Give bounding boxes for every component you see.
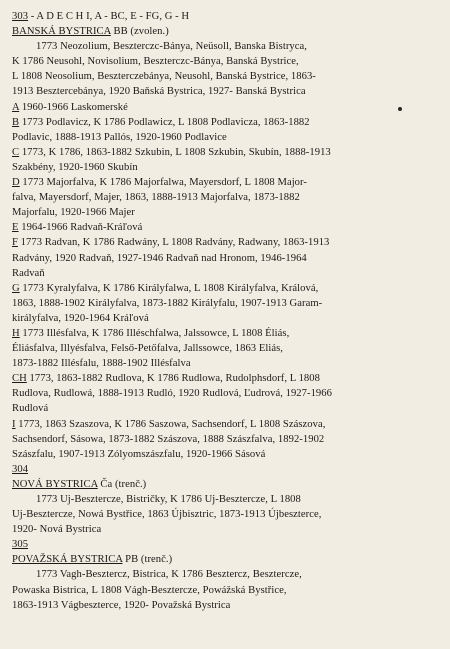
line-text: Podlavic, 1888-1913 Pallós, 1920-1960 Podlavice: [12, 131, 227, 143]
entry-letter: E: [12, 222, 19, 234]
line-text: Szászfalu, 1907-1913 Zólyomszászfalu, 1920-1966 Sásová: [12, 448, 266, 460]
text-line: [12, 583, 444, 598]
line-text: Majorfalu, 1920-1966 Majer: [12, 207, 135, 219]
line-text: 1773 Illésfalva, K 1786 Illéschfalwa, Jalssowce, L 1808 Éliás,: [19, 327, 290, 339]
line-text: L 1808 Neosolium, Beszterczebánya, Neusohl, Banská Bystrice, 1863-: [12, 71, 316, 83]
line-text: Radvány, 1920 Radvaň, 1927-1946 Radvaň nad Hronom, 1946-1964: [12, 252, 307, 264]
text-line: [12, 296, 444, 311]
line-text: 1773 Majorfalva, K 1786 Majorfalwa, Mayersdorf, L 1808 Major-: [19, 177, 307, 189]
line-text: Szakbény, 1920-1960 Skubín: [12, 161, 138, 173]
line-text: 1863-1913 Vágbeszterce, 1920- Považská Bystrica: [12, 599, 231, 611]
text-line: [12, 507, 444, 522]
text-line: [12, 447, 444, 462]
header-text: - A D E C H I, A - BC, E - FG, G - H: [28, 11, 190, 22]
text-line: [12, 145, 444, 160]
line-text: 1913 Besztercebánya, 1920 Baňská Bystrica, 1927- Banská Bystrica: [12, 86, 306, 98]
section-number: [12, 537, 444, 552]
text-line: [12, 190, 444, 205]
text-line: [12, 386, 444, 401]
place-district: PB (trenč.): [122, 554, 173, 566]
line-text: Sachsendorf, Sásowa, 1873-1882 Szászova, 1888 Szászfalva, 1892-1902: [12, 433, 325, 445]
line-text: Rudlova, Rudlowá, 1888-1913 Rudló, 1920 Rudlová, Ľudrová, 1927-1966: [12, 388, 332, 400]
line-text: 1920- Nová Bystrica: [12, 524, 102, 536]
line-text: Uj-Besztercze, Nowá Bystřice, 1863 Újbisztric, 1873-1913 Újbeszterce,: [12, 509, 322, 521]
entry-letter: CH: [12, 373, 27, 385]
entry-letter: F: [12, 237, 18, 249]
text-line: [12, 417, 444, 432]
text-line: [12, 175, 444, 190]
page-number: 303: [12, 11, 29, 22]
text-line: [12, 326, 444, 341]
text-line: [12, 356, 444, 371]
entry-letter: A: [12, 101, 20, 113]
line-text: Radvaň: [12, 267, 45, 279]
line-text: 1773, 1863-1882 Rudlova, K 1786 Rudlowa, Rudolphsdorf, L 1808: [26, 373, 320, 385]
line-text: királyfalva, 1920-1964 Kráľová: [12, 312, 149, 324]
text-line: [12, 54, 444, 69]
section-title: [12, 477, 444, 492]
text-line: [12, 266, 444, 281]
text-line: [12, 69, 444, 84]
text-line: [12, 84, 444, 99]
text-line: [12, 220, 444, 235]
line-text: falva, Mayersdorf, Majer, 1863, 1888-1913 Majorfalva, 1873-1882: [12, 192, 300, 204]
line-text: 1773 Podlavicz, K 1786 Podlawicz, L 1808 Podlavicza, 1863-1882: [19, 116, 310, 128]
entry-letter: G: [12, 282, 20, 294]
text-line: [12, 235, 444, 250]
text-line: [12, 598, 444, 613]
text-line: [12, 281, 444, 296]
text-line: [12, 401, 444, 416]
entry-letter: D: [12, 177, 20, 189]
line-text: 1960-1966 Laskomerské: [19, 101, 128, 113]
text-line: [12, 251, 444, 266]
line-text: 1773 Kyralyfalva, K 1786 Királyfalwa, L 1808 Királyfalva, Králová,: [19, 282, 319, 294]
text-line: [12, 39, 444, 54]
text-line: [12, 432, 444, 447]
text-line: [12, 311, 444, 326]
text-line: [12, 115, 444, 130]
text-line: [12, 492, 444, 507]
entry-letter: I: [12, 418, 16, 430]
entry-letter: B: [12, 116, 20, 128]
text-line: [12, 341, 444, 356]
line-text: 1773 Uj-Besztercze, Bistričky, K 1786 Uj-Besztercze, L 1808: [36, 494, 301, 505]
line-text: K 1786 Neusohl, Novisolium, Beszterczc-Bánya, Banská Bystrice,: [12, 56, 299, 68]
entry-letter: H: [12, 327, 20, 339]
text-line: [12, 567, 444, 582]
place-district: BB (zvolen.): [110, 26, 169, 38]
text-line: [12, 371, 444, 386]
section-number-text: 304: [12, 463, 29, 475]
section-number-text: 305: [12, 539, 29, 551]
text-line: [12, 100, 444, 115]
text-line: [12, 522, 444, 537]
line-text: Éliásfalva, Illyésfalva, Felső-Petőfalva, Jallssowce, 1863 Eliás,: [12, 343, 283, 355]
section-number: [12, 462, 444, 477]
line-text: Powaska Bistrica, L 1808 Vágh-Besztercze, Powážská Bystřice,: [12, 584, 287, 596]
text-line: [12, 205, 444, 220]
line-text: 1773 Vagh-Besztercz, Bistrica, K 1786 Besztercz, Besztercze,: [36, 569, 302, 581]
line-text: 1773 Neozolium, Beszterczc-Bánya, Neüsoll, Banska Bistryca,: [36, 41, 307, 53]
line-text: 1773, 1863 Szaszova, K 1786 Saszowa, Sachsendorf, L 1808 Szászova,: [15, 418, 326, 430]
document-body: [12, 24, 444, 613]
place-name: NOVÁ BYSTRICA: [12, 478, 98, 490]
line-text: 1773, K 1786, 1863-1882 Szkubin, L 1808 Szkubin, Skubín, 1888-1913: [19, 146, 331, 158]
text-line: [12, 160, 444, 175]
place-name: POVAŽSKÁ BYSTRICA: [12, 554, 123, 566]
line-text: Rudlová: [12, 403, 49, 415]
line-text: 1964-1966 Radvaň-Kráľová: [18, 222, 143, 234]
page-header: [12, 9, 444, 24]
place-district: Ča (trenč.): [97, 478, 147, 490]
section-title: [12, 24, 444, 39]
section-title: [12, 552, 444, 567]
place-name: BANSKÁ BYSTRICA: [12, 26, 111, 38]
line-text: 1863, 1888-1902 Királyfalva, 1873-1882 Királyfalu, 1907-1913 Garam-: [12, 297, 323, 309]
text-line: [12, 130, 444, 145]
entry-letter: C: [12, 146, 20, 158]
line-text: 1773 Radvan, K 1786 Radwány, L 1808 Radvány, Radwany, 1863-1913: [17, 237, 330, 249]
line-text: 1873-1882 Illésfalu, 1888-1902 Illésfalva: [12, 358, 191, 370]
print-speck: [398, 107, 402, 111]
